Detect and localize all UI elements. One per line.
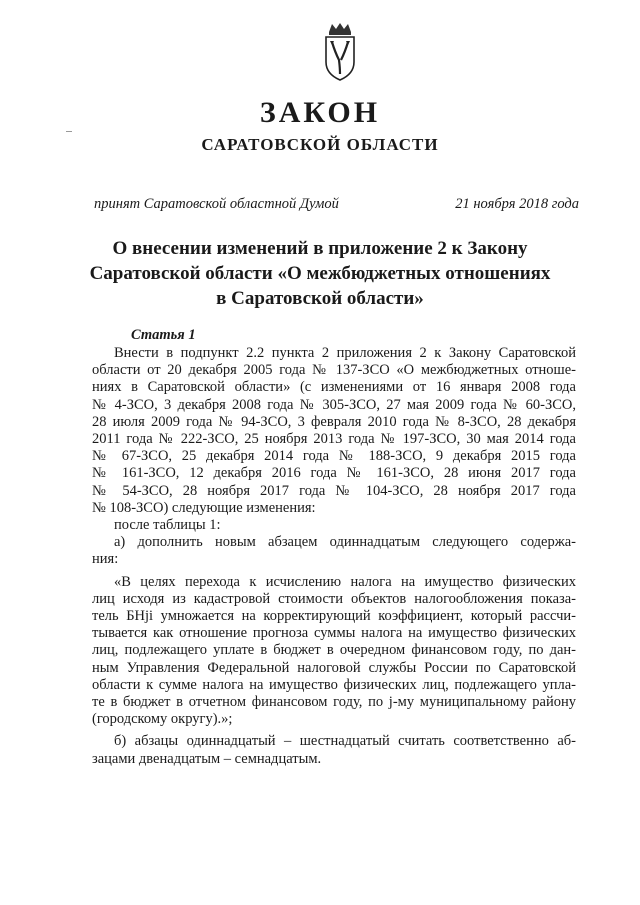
margin-mark — [66, 131, 72, 132]
title-line: О внесении изменений в приложение 2 к Закону — [112, 238, 528, 259]
accepted-by: принят Саратовской областной Думой — [94, 196, 339, 212]
body-line: области от 20 декабря 2005 года № 137-ЗСО «О межбюджетных отноше- — [92, 362, 576, 379]
quote-line: те в бюджет в отчетном финансовом году, по j-му муниципальному району — [92, 694, 576, 711]
body-line: 28 июля 2009 года № 94-ЗСО, 3 февраля 2010 года № 8-ЗСО, 28 декабря — [92, 413, 576, 430]
quote-line: лиц исходя из кадастровой стоимости объектов налогообложения показа- — [92, 590, 576, 607]
body-line: № 161-ЗСО, 12 декабря 2016 года № 161-ЗСО, 28 июня 2017 года — [92, 465, 576, 482]
body-line: № 4-ЗСО, 3 декабря 2008 года № 305-ЗСО, 27 мая 2009 года № 60-ЗСО, — [92, 396, 576, 413]
item-b-line: б) абзацы одиннадцатый – шестнадцатый считать соответственно аб- — [114, 733, 576, 750]
article-label: Статья 1 — [131, 327, 196, 343]
quote-line: «В целях перехода к исчислению налога на имущество физических — [114, 573, 576, 590]
law-title: ЗАКОН — [259, 96, 381, 129]
quote-line: (городскому округу).»; — [92, 711, 233, 728]
quote-line: тывается как отношение прогноза суммы налога на имущество физических — [92, 625, 576, 642]
title-line: в Саратовской области» — [216, 288, 424, 309]
title-line: Саратовской области «О межбюджетных отношениях — [89, 263, 551, 284]
quote-line: ным Управления Федеральной налоговой службы России по Саратовской — [92, 659, 576, 676]
body-line: Внести в подпункт 2.2 пункта 2 приложения 2 к Закону Саратовской — [114, 345, 576, 361]
body-line: № 67-ЗСО, 25 декабря 2014 года № 188-ЗСО, 9 декабря 2015 года — [92, 448, 576, 465]
body-line: № 54-ЗСО, 28 ноября 2017 года № 104-ЗСО, 28 ноября 2017 года — [92, 482, 576, 499]
quote-line: лиц, подлежащего уплате в бюджет в очередном финансовом году, по дан- — [92, 642, 576, 659]
body-line: ниях в Саратовской области» (с изменениями от 16 января 2008 года — [92, 379, 576, 396]
body-line: № 108-ЗСО) следующие изменения: — [92, 499, 316, 516]
item-a-line: а) дополнить новым абзацем одиннадцатым следующего содержа- — [114, 534, 576, 551]
article-body — [92, 345, 576, 768]
region-name: САРАТОВСКОЙ ОБЛАСТИ — [201, 135, 439, 154]
quote-line: тель БНji умножается на корректирующий коэффициент, который рассчи- — [92, 608, 576, 625]
quote-line: области к сумме налога на имущество физических лиц, подлежащего упла- — [92, 676, 576, 693]
document-title — [60, 236, 580, 311]
coat-of-arms-icon — [318, 22, 362, 82]
after-table-line: после таблицы 1: — [114, 517, 221, 534]
item-a-line: ния: — [92, 551, 119, 568]
adoption-date: 21 ноября 2018 года — [455, 196, 579, 212]
item-b-line: зацами двенадцатым – семнадцатым. — [92, 750, 322, 767]
body-line: 2011 года № 222-ЗСО, 25 ноября 2013 года № 197-ЗСО, 30 мая 2014 года — [92, 431, 576, 448]
